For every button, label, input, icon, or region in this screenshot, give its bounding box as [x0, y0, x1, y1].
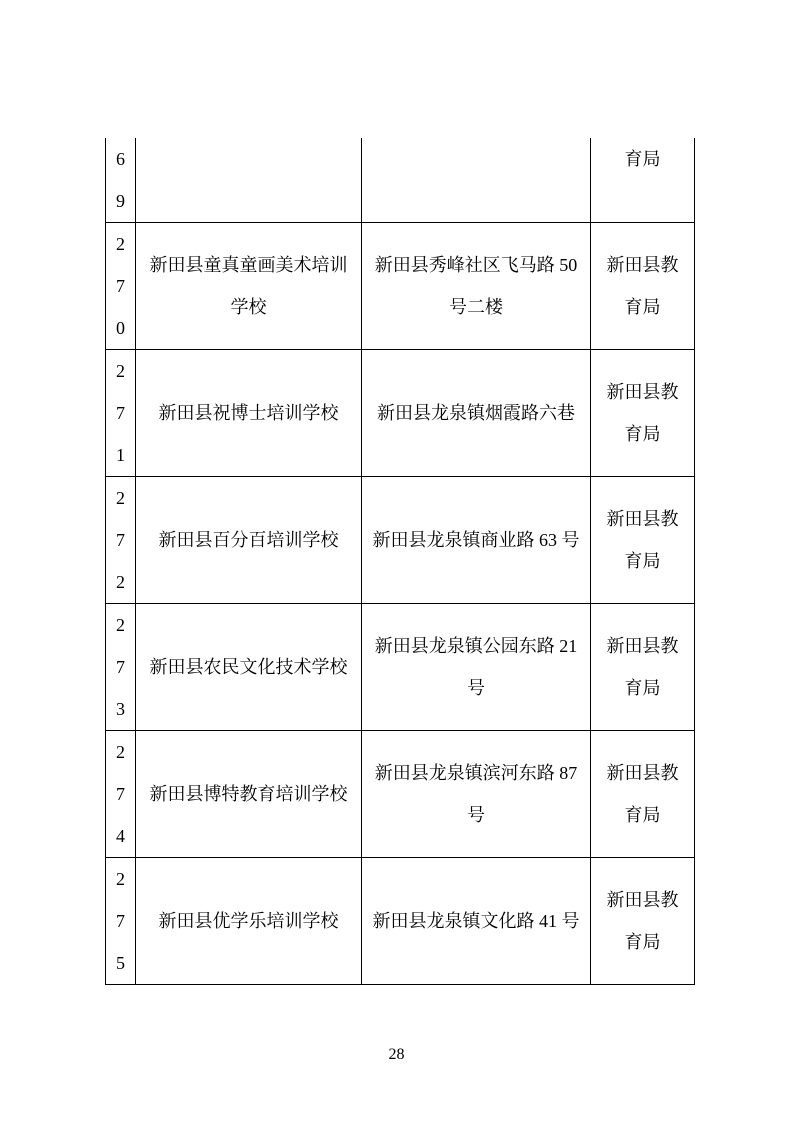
authority-cell — [591, 604, 695, 731]
address-line: 号 — [467, 805, 485, 825]
address-cell — [362, 350, 591, 477]
authority-line: 新田县教 — [606, 763, 679, 783]
row-number-digit: 2 — [116, 615, 125, 635]
table-row — [106, 604, 695, 731]
school-name-cell — [136, 223, 362, 350]
row-number-digit: 7 — [116, 403, 125, 423]
row-number-digit: 9 — [116, 191, 125, 211]
school-name-line: 新田县童真童画美术培训 — [149, 255, 348, 275]
table-row — [106, 223, 695, 350]
row-number-digit: 2 — [116, 234, 125, 254]
authority-line: 育局 — [624, 551, 661, 571]
school-name-cell — [136, 350, 362, 477]
row-number-digit: 7 — [116, 530, 125, 550]
page-number: 28 — [388, 1046, 405, 1063]
row-number-digit: 1 — [116, 445, 125, 465]
authority-line: 育局 — [624, 678, 661, 698]
address-cell — [362, 477, 591, 604]
authority-line: 育局 — [624, 805, 661, 825]
row-number-digit: 5 — [116, 953, 125, 973]
row-number-digit: 7 — [116, 276, 125, 296]
authority-line: 育局 — [624, 297, 661, 317]
school-name-line: 新田县博特教育培训学校 — [149, 784, 348, 804]
school-name-cell — [136, 858, 362, 985]
address-cell — [362, 731, 591, 858]
school-name-line: 学校 — [230, 297, 267, 317]
address-line: 新田县龙泉镇公园东路 21 — [374, 636, 578, 656]
address-line: 号 — [467, 678, 485, 698]
authority-line: 新田县教 — [606, 382, 679, 402]
school-name-cell — [136, 604, 362, 731]
address-line: 新田县龙泉镇商业路 63 号 — [372, 530, 580, 550]
row-number-digit: 3 — [116, 699, 125, 719]
school-name-line: 新田县百分百培训学校 — [158, 530, 339, 550]
row-number-digit: 2 — [116, 572, 125, 592]
row-number-cell — [106, 604, 136, 731]
row-number-digit: 6 — [116, 149, 125, 169]
address-line: 新田县秀峰社区飞马路 50 — [374, 255, 578, 275]
row-number-cell — [106, 858, 136, 985]
address-cell — [362, 858, 591, 985]
school-list-table — [105, 138, 695, 985]
school-name-line: 新田县祝博士培训学校 — [158, 403, 339, 423]
address-line: 新田县龙泉镇滨河东路 87 — [374, 763, 578, 783]
row-number-digit: 2 — [116, 742, 125, 762]
authority-cell — [591, 350, 695, 477]
school-name-cell — [136, 731, 362, 858]
row-number-cell — [106, 138, 136, 223]
row-number-cell — [106, 223, 136, 350]
authority-cell — [591, 477, 695, 604]
school-name-cell — [136, 477, 362, 604]
table-row — [106, 138, 695, 223]
authority-cell — [591, 223, 695, 350]
row-number-cell — [106, 350, 136, 477]
table-row — [106, 858, 695, 985]
row-number-digit: 4 — [116, 826, 125, 846]
row-number-digit: 2 — [116, 361, 125, 381]
address-line: 新田县龙泉镇文化路 41 号 — [372, 911, 580, 931]
authority-line: 新田县教 — [606, 509, 679, 529]
table-row — [106, 350, 695, 477]
address-line: 新田县龙泉镇烟霞路六巷 — [377, 403, 575, 423]
address-cell — [362, 223, 591, 350]
address-line: 号二楼 — [449, 297, 503, 317]
row-number-digit: 7 — [116, 657, 125, 677]
authority-line: 育局 — [624, 149, 661, 169]
authority-line: 新田县教 — [606, 255, 679, 275]
table-row — [106, 477, 695, 604]
school-name-cell — [136, 138, 362, 223]
authority-cell — [591, 731, 695, 858]
row-number-cell — [106, 477, 136, 604]
row-number-digit: 7 — [116, 784, 125, 804]
address-cell — [362, 138, 591, 223]
table-body — [106, 138, 695, 985]
school-name-line: 新田县农民文化技术学校 — [149, 657, 348, 677]
authority-cell — [591, 858, 695, 985]
authority-line: 新田县教 — [606, 890, 679, 910]
row-number-digit: 2 — [116, 488, 125, 508]
row-number-cell — [106, 731, 136, 858]
row-number-digit: 7 — [116, 911, 125, 931]
authority-cell — [591, 138, 695, 223]
authority-line: 育局 — [624, 424, 661, 444]
authority-line: 新田县教 — [606, 636, 679, 656]
address-cell — [362, 604, 591, 731]
school-name-line: 新田县优学乐培训学校 — [158, 911, 339, 931]
row-number-digit: 0 — [116, 318, 125, 338]
table-row — [106, 731, 695, 858]
authority-line: 育局 — [624, 932, 661, 952]
row-number-digit: 2 — [116, 869, 125, 889]
